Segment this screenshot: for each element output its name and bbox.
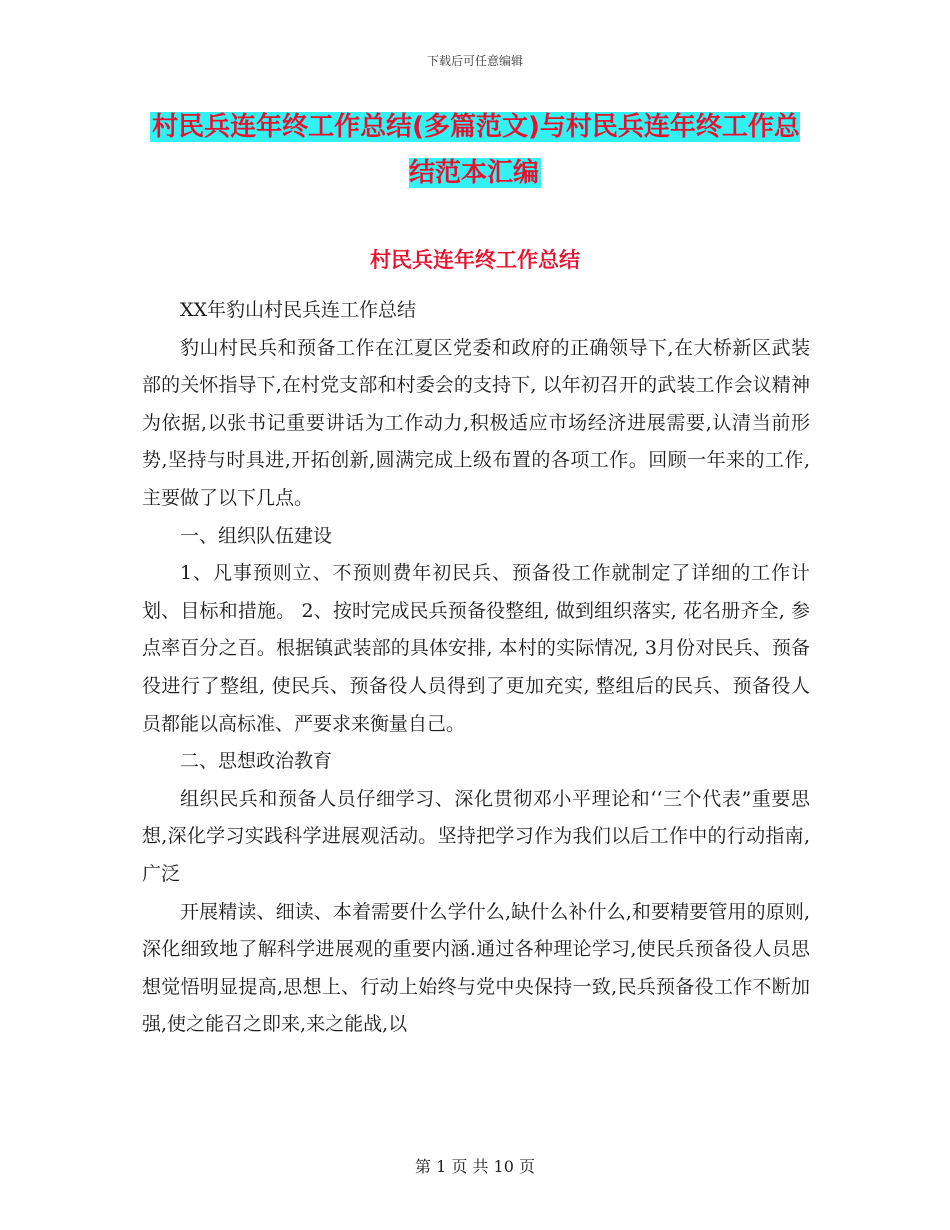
paragraph-heading-1: 一、组织队伍建设 [180,524,333,547]
page-number: 第 1 页 共 10 页 [415,1157,535,1176]
document-body [142,292,810,1044]
page-header-note: 下载后可任意编辑 [426,54,523,68]
paragraph-item-3: 开展精读、细读、本着需要什么学什么,缺什么补什么,和要精要管用的原则,深化细致地了解科学进展观的重要内涵.通过各种理论学习,使民兵预备役人员思想觉悟明显提高,思想上、行动上始终与党中央保持一致,民兵预备役工作不断加强,使之能召之即来,来之能战,以 [142,900,810,1036]
document-main-title [140,104,810,196]
paragraph-heading-2: 二、思想政治教育 [180,750,333,773]
paragraph-intro: 豹山村民兵和预备工作在江夏区党委和政府的正确领导下,在大桥新区武装部的关怀指导下,在村党支部和村委会的支持下, 以年初召开的武装工作会议精神为依据,以张书记重要讲话为工作动力,积极适应市场经济进展需要,认清当前形势,坚持与时具进,开拓创新,圆满完成上级布置的各项工作。回顾一年来的工作,主要做了以下几点。 [142,336,810,509]
paragraph-subtitle: XX年豹山村民兵连工作总结 [180,299,417,321]
paragraph-item-1: 1、凡事预则立、不预则费年初民兵、预备役工作就制定了详细的工作计划、目标和措施。 2、按时完成民兵预备役整组, 做到组织落实, 花名册齐全, 参点率百分之百。根据镇武装部的具体安排, 本村的实际情况, 3月份对民兵、预备役进行了整组, 使民兵、预备役人员得到了更加充实, 整组后的民兵、预备役人员都能以高标准、严要求来衡量自己。 [142,562,810,735]
section-title: 村民兵连年终工作总结 [370,248,580,272]
paragraph-item-2: 组织民兵和预备人员仔细学习、深化贯彻邓小平理论和‘‘三个代表”重要思想,深化学习实践科学进展观活动。坚持把学习作为我们以后工作中的行动指南,广泛 [142,787,810,885]
main-title-text: 村民兵连年终工作总结(多篇范文)与村民兵连年终工作总结范本汇编 [152,112,800,188]
